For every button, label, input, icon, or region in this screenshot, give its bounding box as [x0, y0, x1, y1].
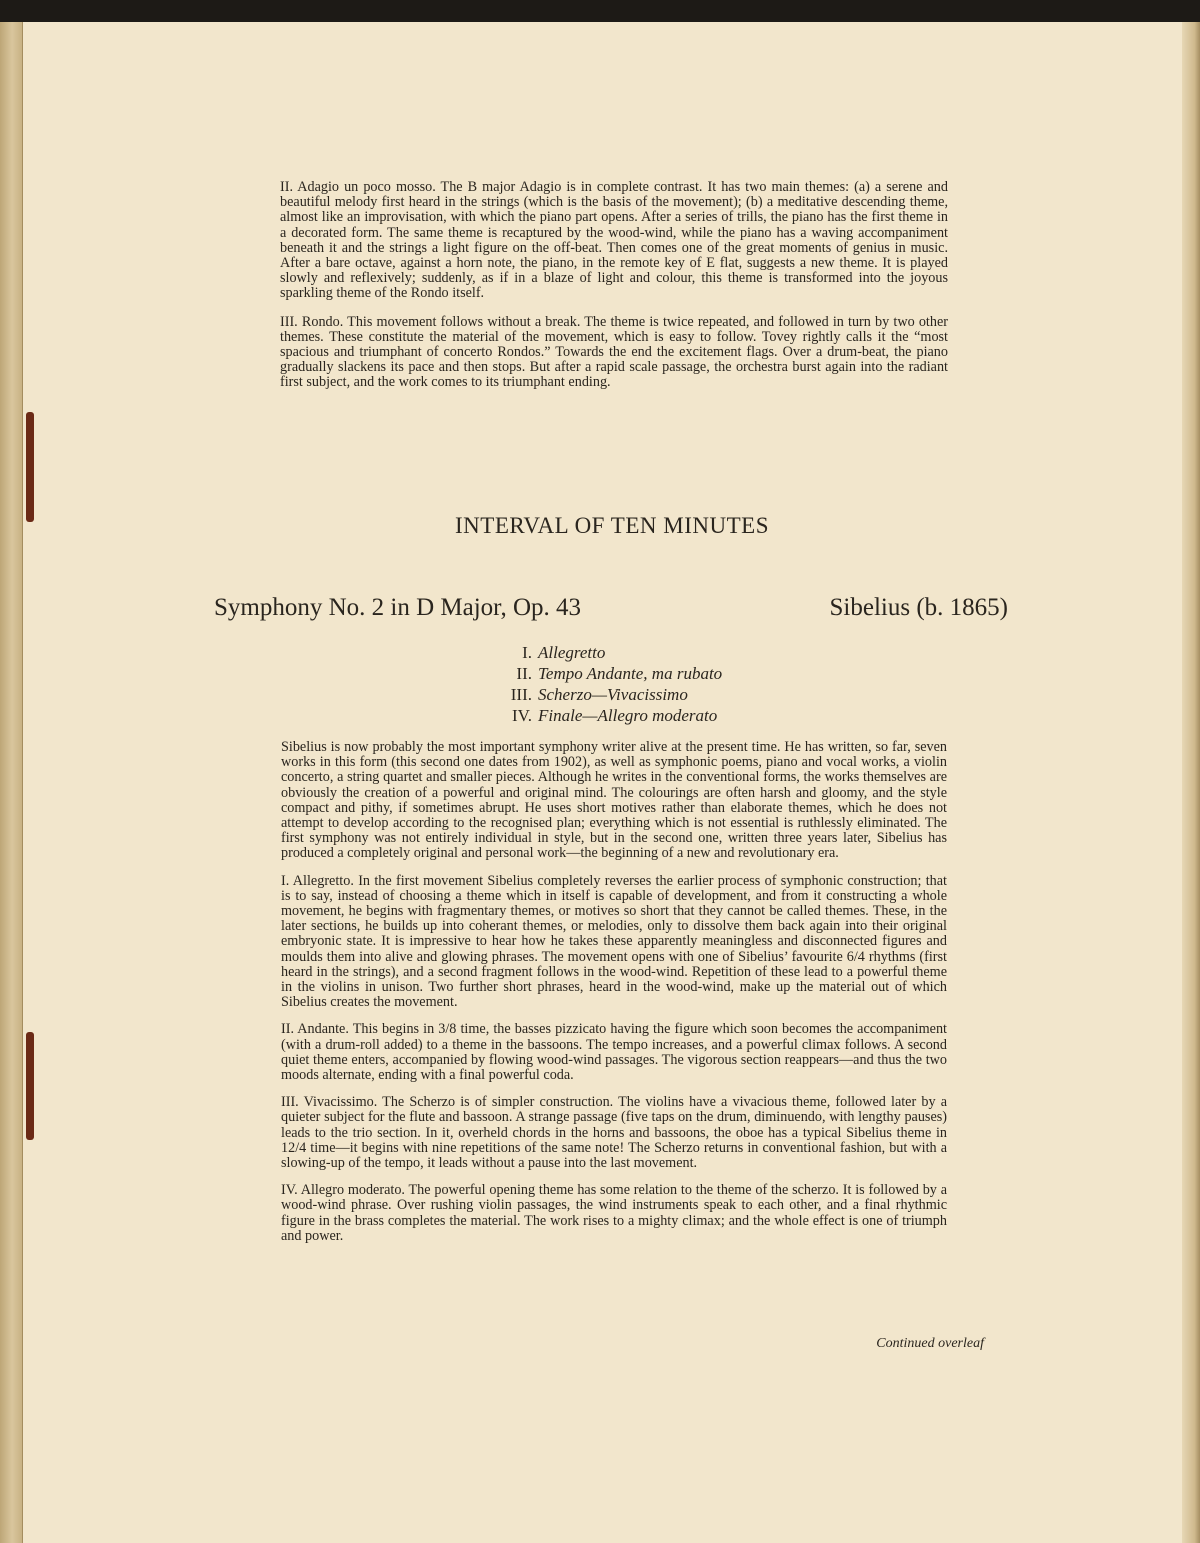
movement-name: Finale—Allegro moderato: [538, 706, 718, 725]
movement-number: III.: [510, 685, 532, 704]
symphony-notes: [281, 740, 947, 1256]
staple: [26, 1032, 34, 1140]
movement-number: I.: [522, 643, 532, 662]
paragraph-vivacissimo: III. Vivacissimo. The Scherzo is of simpler construction. The violins have a vivacious theme, followed later by a quieter subject for the flute and bassoon. A strange passage (five taps on the drum, diminuendo, with lengthy pauses) leads to the trio section. In it, overheld chords in the horns and bassoons, the oboe has a typical Sibelius theme in 12/4 time—it begins with nine repetitions of the same note! The Scherzo returns in conventional fashion, but with a slowing-up of the tempo, it leads without a pause into the last movement.: [281, 1094, 947, 1172]
composer-name: Sibelius (b. 1865): [829, 594, 1008, 621]
paragraph-intro: Sibelius is now probably the most important symphony writer alive at the present time. He has written, so far, seven works in this form (this second one dates from 1902), as well as symphonic poems, piano and vocal works, a violin concerto, a string quartet and smaller pieces. Although he writes in the conventional forms, the works themselves are obviously the creation of a powerful and original mind. The colourings are often harsh and gloomy, and the style compact and pithy, if sometimes abrupt. He uses short motives rather than elaborate themes, which he does not attempt to develop according to the recognised plan; everything which is not essential is ruthlessly eliminated. The first symphony was not entirely individual in style, but in the second one, written three years later, Sibelius has produced a completely original and personal work—the beginning of a new and revolutionary era.: [281, 739, 947, 862]
movement-name: Scherzo—Vivacissimo: [538, 685, 688, 704]
staple: [26, 412, 34, 522]
binding-edge: [0, 22, 23, 1543]
movement-item: [470, 705, 790, 726]
movement-name: Allegretto: [538, 643, 606, 662]
movement-item: [470, 684, 790, 705]
movement-item: [470, 663, 790, 684]
movement-list: [470, 642, 790, 726]
work-title: Symphony No. 2 in D Major, Op. 43: [214, 594, 582, 621]
paragraph-andante: II. Andante. This begins in 3/8 time, the basses pizzicato having the figure which soon becomes the accompaniment (with a drum-roll added) to a theme in the bassoons. The tempo increases, and a powerful climax follows. A second quiet theme enters, accompanied by flowing wood-wind passages. The vigorous section reappears—and thus the two moods alternate, ending with a final powerful coda.: [281, 1021, 947, 1084]
paragraph-adagio: II. Adagio un poco mosso. The B major Adagio is in complete contrast. It has two main themes: (a) a serene and beautiful melody first heard in the strings (which is the basis of the movement); (b) a meditative descending theme, almost like an improvisation, with which the piano part opens. After a series of trills, the piano has the first theme in a decorated form. The same theme is recaptured by the wood-wind, while the piano has a waving accompaniment beneath it and the strings a light figure on the off-beat. Then comes one of the great moments of genius in music. After a bare octave, against a horn note, the piano, in the remote key of E flat, suggests a new theme. It is played slowly and reflexively; suddenly, as if in a blaze of light and colour, this theme is transformed into the joyous sparkling theme of the Rondo itself.: [280, 179, 948, 302]
paragraph-allegro-moderato: IV. Allegro moderato. The powerful opening theme has some relation to the theme of the scherzo. It is followed by a wood-wind phrase. Over rushing violin passages, the wind instruments speak to each other, and a final rhythmic figure in the brass completes the material. The work rises to a mighty climax; and the whole effect is one of triumph and power.: [281, 1182, 947, 1244]
page-edge: [1182, 22, 1200, 1543]
movement-item: [470, 642, 790, 663]
movement-number: IV.: [512, 706, 532, 725]
interval-heading: INTERVAL OF TEN MINUTES: [455, 513, 769, 538]
movement-number: II.: [516, 664, 532, 683]
paragraph-allegretto: I. Allegretto. In the first movement Sibelius completely reverses the earlier process of symphonic construction; that is to say, instead of choosing a theme which in itself is capable of development, and from it constructing a whole movement, he begins with fragmentary themes, or motives so short that they cannot be called themes. These, in the later sections, he builds up into coherant themes, or melodies, only to dissolve them back again into their original embryonic state. It is impressive to hear how he takes these apparently meaningless and disconnected figures and moulds them into alive and glowing phrases. The movement opens with one of Sibelius’ favourite 6/4 rhythms (first heard in the strings), and a second fragment follows in the wood-wind. Repetition of these lead to a powerful theme in the violins in unison. Two further short phrases, heard in the wood-wind, make up the material out of which Sibelius creates the movement.: [281, 872, 947, 1011]
movement-name: Tempo Andante, ma rubato: [538, 664, 723, 683]
paragraph-rondo: III. Rondo. This movement follows without a break. The theme is twice repeated, and followed in turn by two other themes. These constitute the material of the movement, which is easy to follow. Tovey rightly calls it the “most spacious and triumphant of concerto Rondos.” Towards the end the excitement flags. Over a drum-beat, the piano gradually slackens its pace and then stops. But after a rapid scale passage, the orchestra burst again into the radiant first subject, and the work comes to its triumphant ending.: [280, 313, 948, 391]
concerto-notes-continued: [280, 180, 948, 404]
continued-overleaf: Continued overleaf: [876, 1336, 984, 1351]
